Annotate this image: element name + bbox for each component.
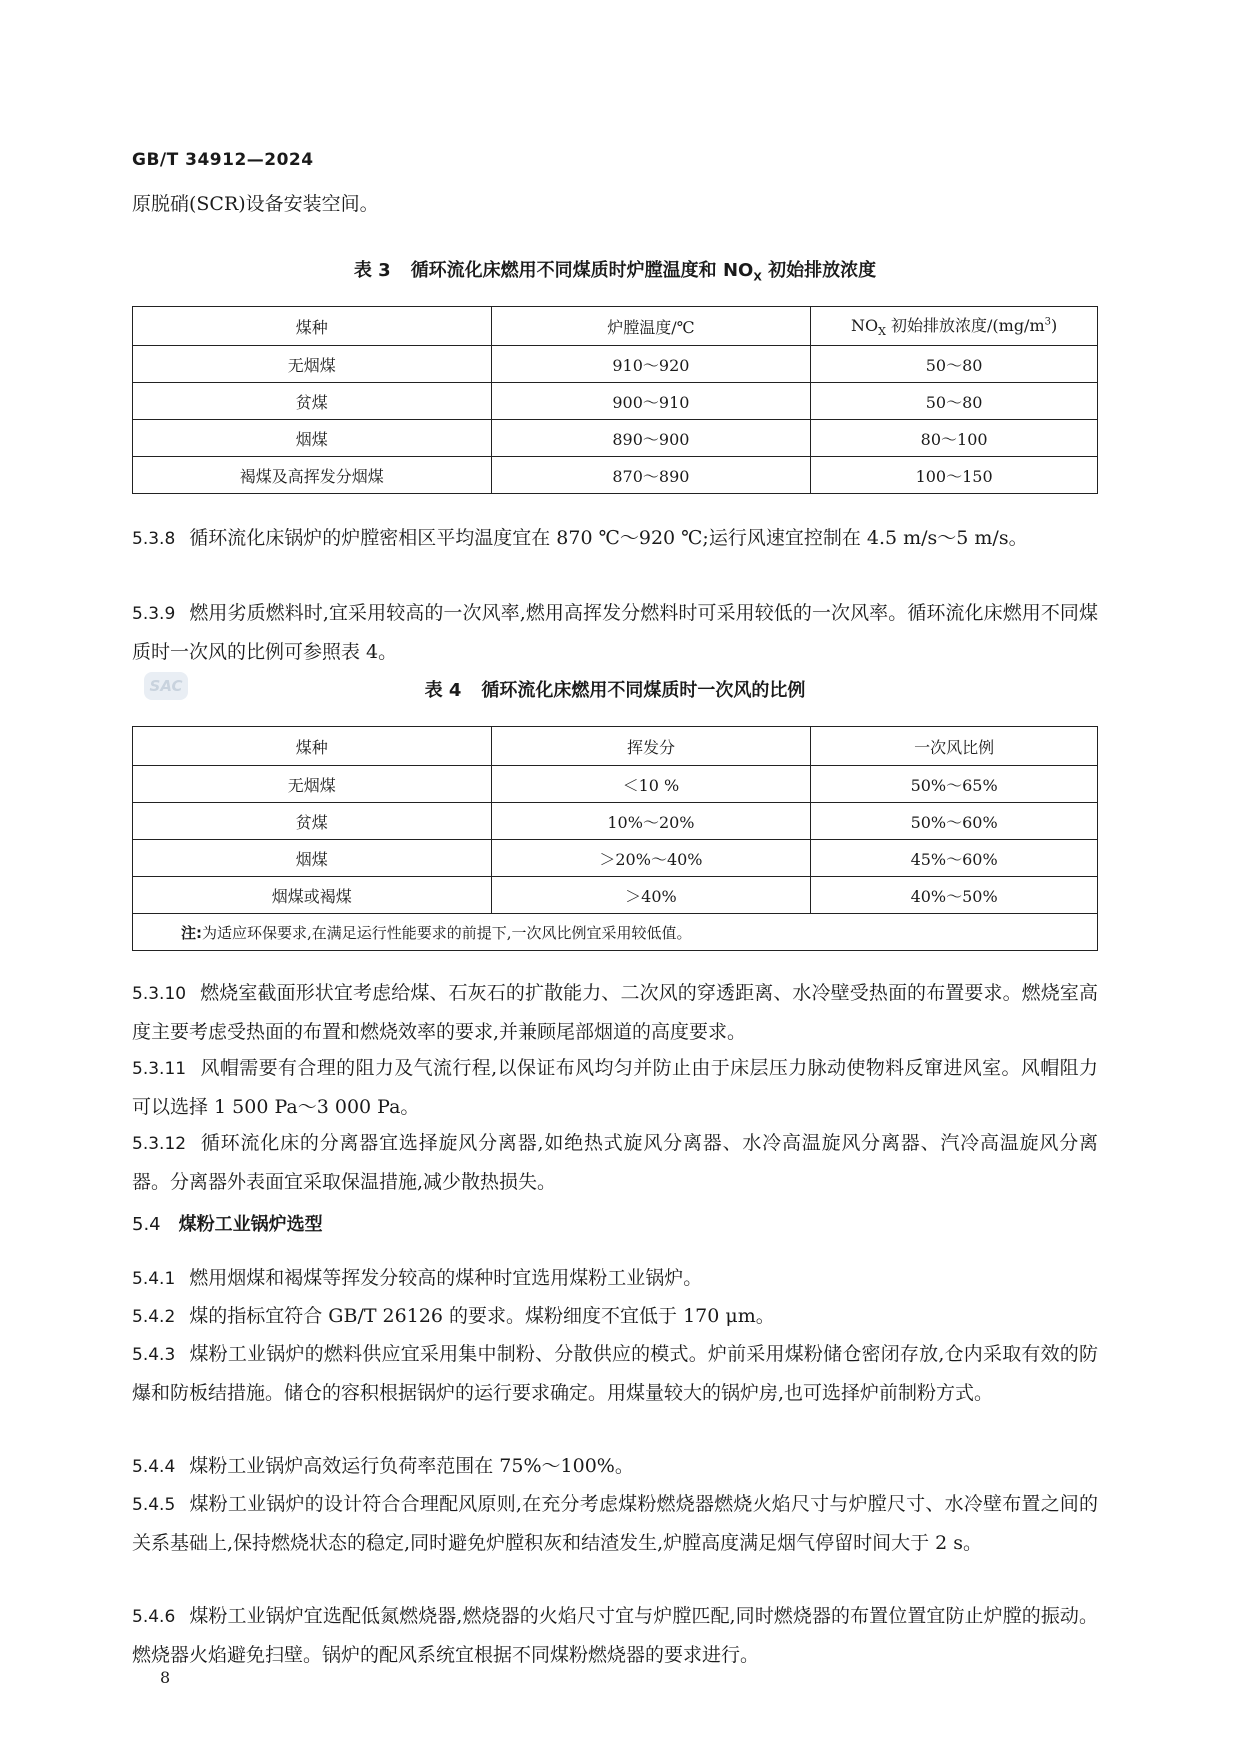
clause-number: 5.4.3	[132, 1345, 176, 1365]
section-5-4-heading	[132, 1210, 323, 1236]
table3-cell-coal: 褐煤及高挥发分烟煤	[133, 457, 492, 494]
table-row	[133, 457, 1098, 494]
table4-number: 表 4	[424, 680, 462, 701]
table4-header-volatile: 挥发分	[491, 727, 811, 766]
clause-text: 煤粉工业锅炉的燃料供应宜采用集中制粉、分散供应的模式。炉前采用煤粉储仓密闭存放,仓内采取有效的防爆和防板结措施。储仓的容积根据锅炉的运行要求确定。用煤量较大的锅炉房,也可选择炉前制粉方式。	[132, 1343, 1098, 1404]
note-label: 注:	[181, 923, 202, 942]
clause-number: 5.4.1	[132, 1269, 176, 1289]
table4-cell-volatile: ＞20%～40%	[491, 840, 811, 877]
table4-header-coal: 煤种	[133, 727, 492, 766]
clause-5-3-8	[132, 520, 1098, 559]
table3-cell-nox: 50～80	[811, 383, 1098, 420]
table3-cell-nox: 80～100	[811, 420, 1098, 457]
table4-header-ratio: 一次风比例	[811, 727, 1098, 766]
table4	[132, 726, 1098, 951]
clause-text: 燃用劣质燃料时,宜采用较高的一次风率,燃用高挥发分燃料时可采用较低的一次风率。循环流化床燃用不同煤质时一次风的比例可参照表 4。	[132, 602, 1098, 663]
sac-watermark-logo: SAC	[144, 672, 188, 700]
table4-cell-volatile: ＜10 %	[491, 766, 811, 803]
table3-cell-temp: 910～920	[491, 346, 811, 383]
table4-note	[133, 914, 1098, 951]
clause-text: 循环流化床的分离器宜选择旋风分离器,如绝热式旋风分离器、水冷高温旋风分离器、汽冷高温旋风分离器。分离器外表面宜采取保温措施,减少散热损失。	[132, 1132, 1098, 1193]
table4-cell-coal: 烟煤	[133, 840, 492, 877]
table3-header-nox: $NO_X$ 初始排放浓度$/(mg/m^3)$	[811, 307, 1098, 346]
clause-5-4-5	[132, 1486, 1098, 1562]
clause-number: 5.3.10	[132, 984, 187, 1004]
clause-number: 5.4.4	[132, 1457, 176, 1477]
table-row	[133, 877, 1098, 914]
clause-5-4-3	[132, 1336, 1098, 1412]
table3-number: 表 3	[353, 260, 391, 281]
clause-5-4-4	[132, 1448, 1098, 1487]
clause-text: 煤的指标宜符合 GB/T 26126 的要求。煤粉细度不宜低于 170 μm。	[189, 1305, 775, 1327]
table4-cell-ratio: 50%～65%	[811, 766, 1098, 803]
clause-number: 5.3.9	[132, 604, 176, 624]
table3-cell-temp: 890～900	[491, 420, 811, 457]
table4-note-row	[133, 914, 1098, 951]
note-text: 为适应环保要求,在满足运行性能要求的前提下,一次风比例宜采用较低值。	[202, 923, 692, 942]
table4-cell-ratio: 40%～50%	[811, 877, 1098, 914]
clause-5-4-1	[132, 1260, 1098, 1299]
table-row	[133, 803, 1098, 840]
table3-cell-coal: 烟煤	[133, 420, 492, 457]
table-row	[133, 383, 1098, 420]
table3-title: 循环流化床燃用不同煤质时炉膛温度和 $NO_X$ 初始排放浓度	[410, 260, 877, 284]
clause-5-3-12	[132, 1125, 1098, 1201]
clause-5-4-6	[132, 1598, 1098, 1674]
table-row	[133, 346, 1098, 383]
table3-caption	[132, 256, 1098, 284]
table4-cell-volatile: ＞40%	[491, 877, 811, 914]
clause-text: 煤粉工业锅炉的设计符合合理配风原则,在充分考虑煤粉燃烧器燃烧火焰尺寸与炉膛尺寸、水冷壁布置之间的关系基础上,保持燃烧状态的稳定,同时避免炉膛积灰和结渣发生,炉膛高度满足烟气停留时间大于 2 s。	[132, 1493, 1098, 1554]
clause-5-3-11	[132, 1050, 1098, 1126]
table4-cell-coal: 贫煤	[133, 803, 492, 840]
table4-cell-ratio: 45%～60%	[811, 840, 1098, 877]
table4-cell-coal: 烟煤或褐煤	[133, 877, 492, 914]
table4-caption	[132, 676, 1098, 702]
table4-cell-coal: 无烟煤	[133, 766, 492, 803]
table-row	[133, 766, 1098, 803]
clause-number: 5.4.5	[132, 1495, 176, 1515]
table3-header-row	[133, 307, 1098, 346]
clause-5-4-2	[132, 1298, 1098, 1337]
table4-title: 循环流化床燃用不同煤质时一次风的比例	[481, 680, 806, 701]
clause-number: 5.3.8	[132, 529, 176, 549]
table3-cell-temp: 900～910	[491, 383, 811, 420]
standard-code: GB/T 34912—2024	[132, 150, 314, 170]
clause-number: 5.4.2	[132, 1307, 176, 1327]
table3-cell-coal: 贫煤	[133, 383, 492, 420]
table3-cell-temp: 870～890	[491, 457, 811, 494]
table4-cell-ratio: 50%～60%	[811, 803, 1098, 840]
page-number: 8	[160, 1668, 171, 1687]
table4-cell-volatile: 10%～20%	[491, 803, 811, 840]
clause-5-3-10	[132, 975, 1098, 1051]
clause-text: 煤粉工业锅炉高效运行负荷率范围在 75%～100%。	[189, 1455, 634, 1477]
table3-header-coal: 煤种	[133, 307, 492, 346]
clause-text: 燃烧室截面形状宜考虑给煤、石灰石的扩散能力、二次风的穿透距离、水冷壁受热面的布置要求。燃烧室高度主要考虑受热面的布置和燃烧效率的要求,并兼顾尾部烟道的高度要求。	[132, 982, 1098, 1043]
clause-text: 燃用烟煤和褐煤等挥发分较高的煤种时宜选用煤粉工业锅炉。	[189, 1267, 703, 1289]
table-row	[133, 840, 1098, 877]
clause-text: 循环流化床锅炉的炉膛密相区平均温度宜在 870 ℃～920 ℃;运行风速宜控制在 4.5 m/s～5 m/s。	[189, 527, 1028, 549]
clause-number: 5.3.11	[132, 1059, 187, 1079]
section-title: 煤粉工业锅炉选型	[178, 1214, 323, 1235]
table3-cell-nox: 50～80	[811, 346, 1098, 383]
clause-number: 5.4.6	[132, 1607, 176, 1627]
intro-paragraph: 原脱硝(SCR)设备安装空间。	[132, 193, 379, 215]
table4-header-row	[133, 727, 1098, 766]
clause-text: 风帽需要有合理的阻力及气流行程,以保证布风均匀并防止由于床层压力脉动使物料反窜进风室。风帽阻力可以选择 1 500 Pa～3 000 Pa。	[132, 1057, 1098, 1118]
clause-number: 5.3.12	[132, 1134, 187, 1154]
table3-header-temp: 炉膛温度/℃	[491, 307, 811, 346]
table-row	[133, 420, 1098, 457]
section-number: 5.4	[132, 1214, 161, 1235]
clause-text: 煤粉工业锅炉宜选配低氮燃烧器,燃烧器的火焰尺寸宜与炉膛匹配,同时燃烧器的布置位置宜防止炉膛的振动。燃烧器火焰避免扫壁。锅炉的配风系统宜根据不同煤粉燃烧器的要求进行。	[132, 1605, 1098, 1666]
clause-5-3-9	[132, 595, 1098, 671]
table3-cell-nox: 100～150	[811, 457, 1098, 494]
table3-cell-coal: 无烟煤	[133, 346, 492, 383]
table3	[132, 306, 1098, 494]
